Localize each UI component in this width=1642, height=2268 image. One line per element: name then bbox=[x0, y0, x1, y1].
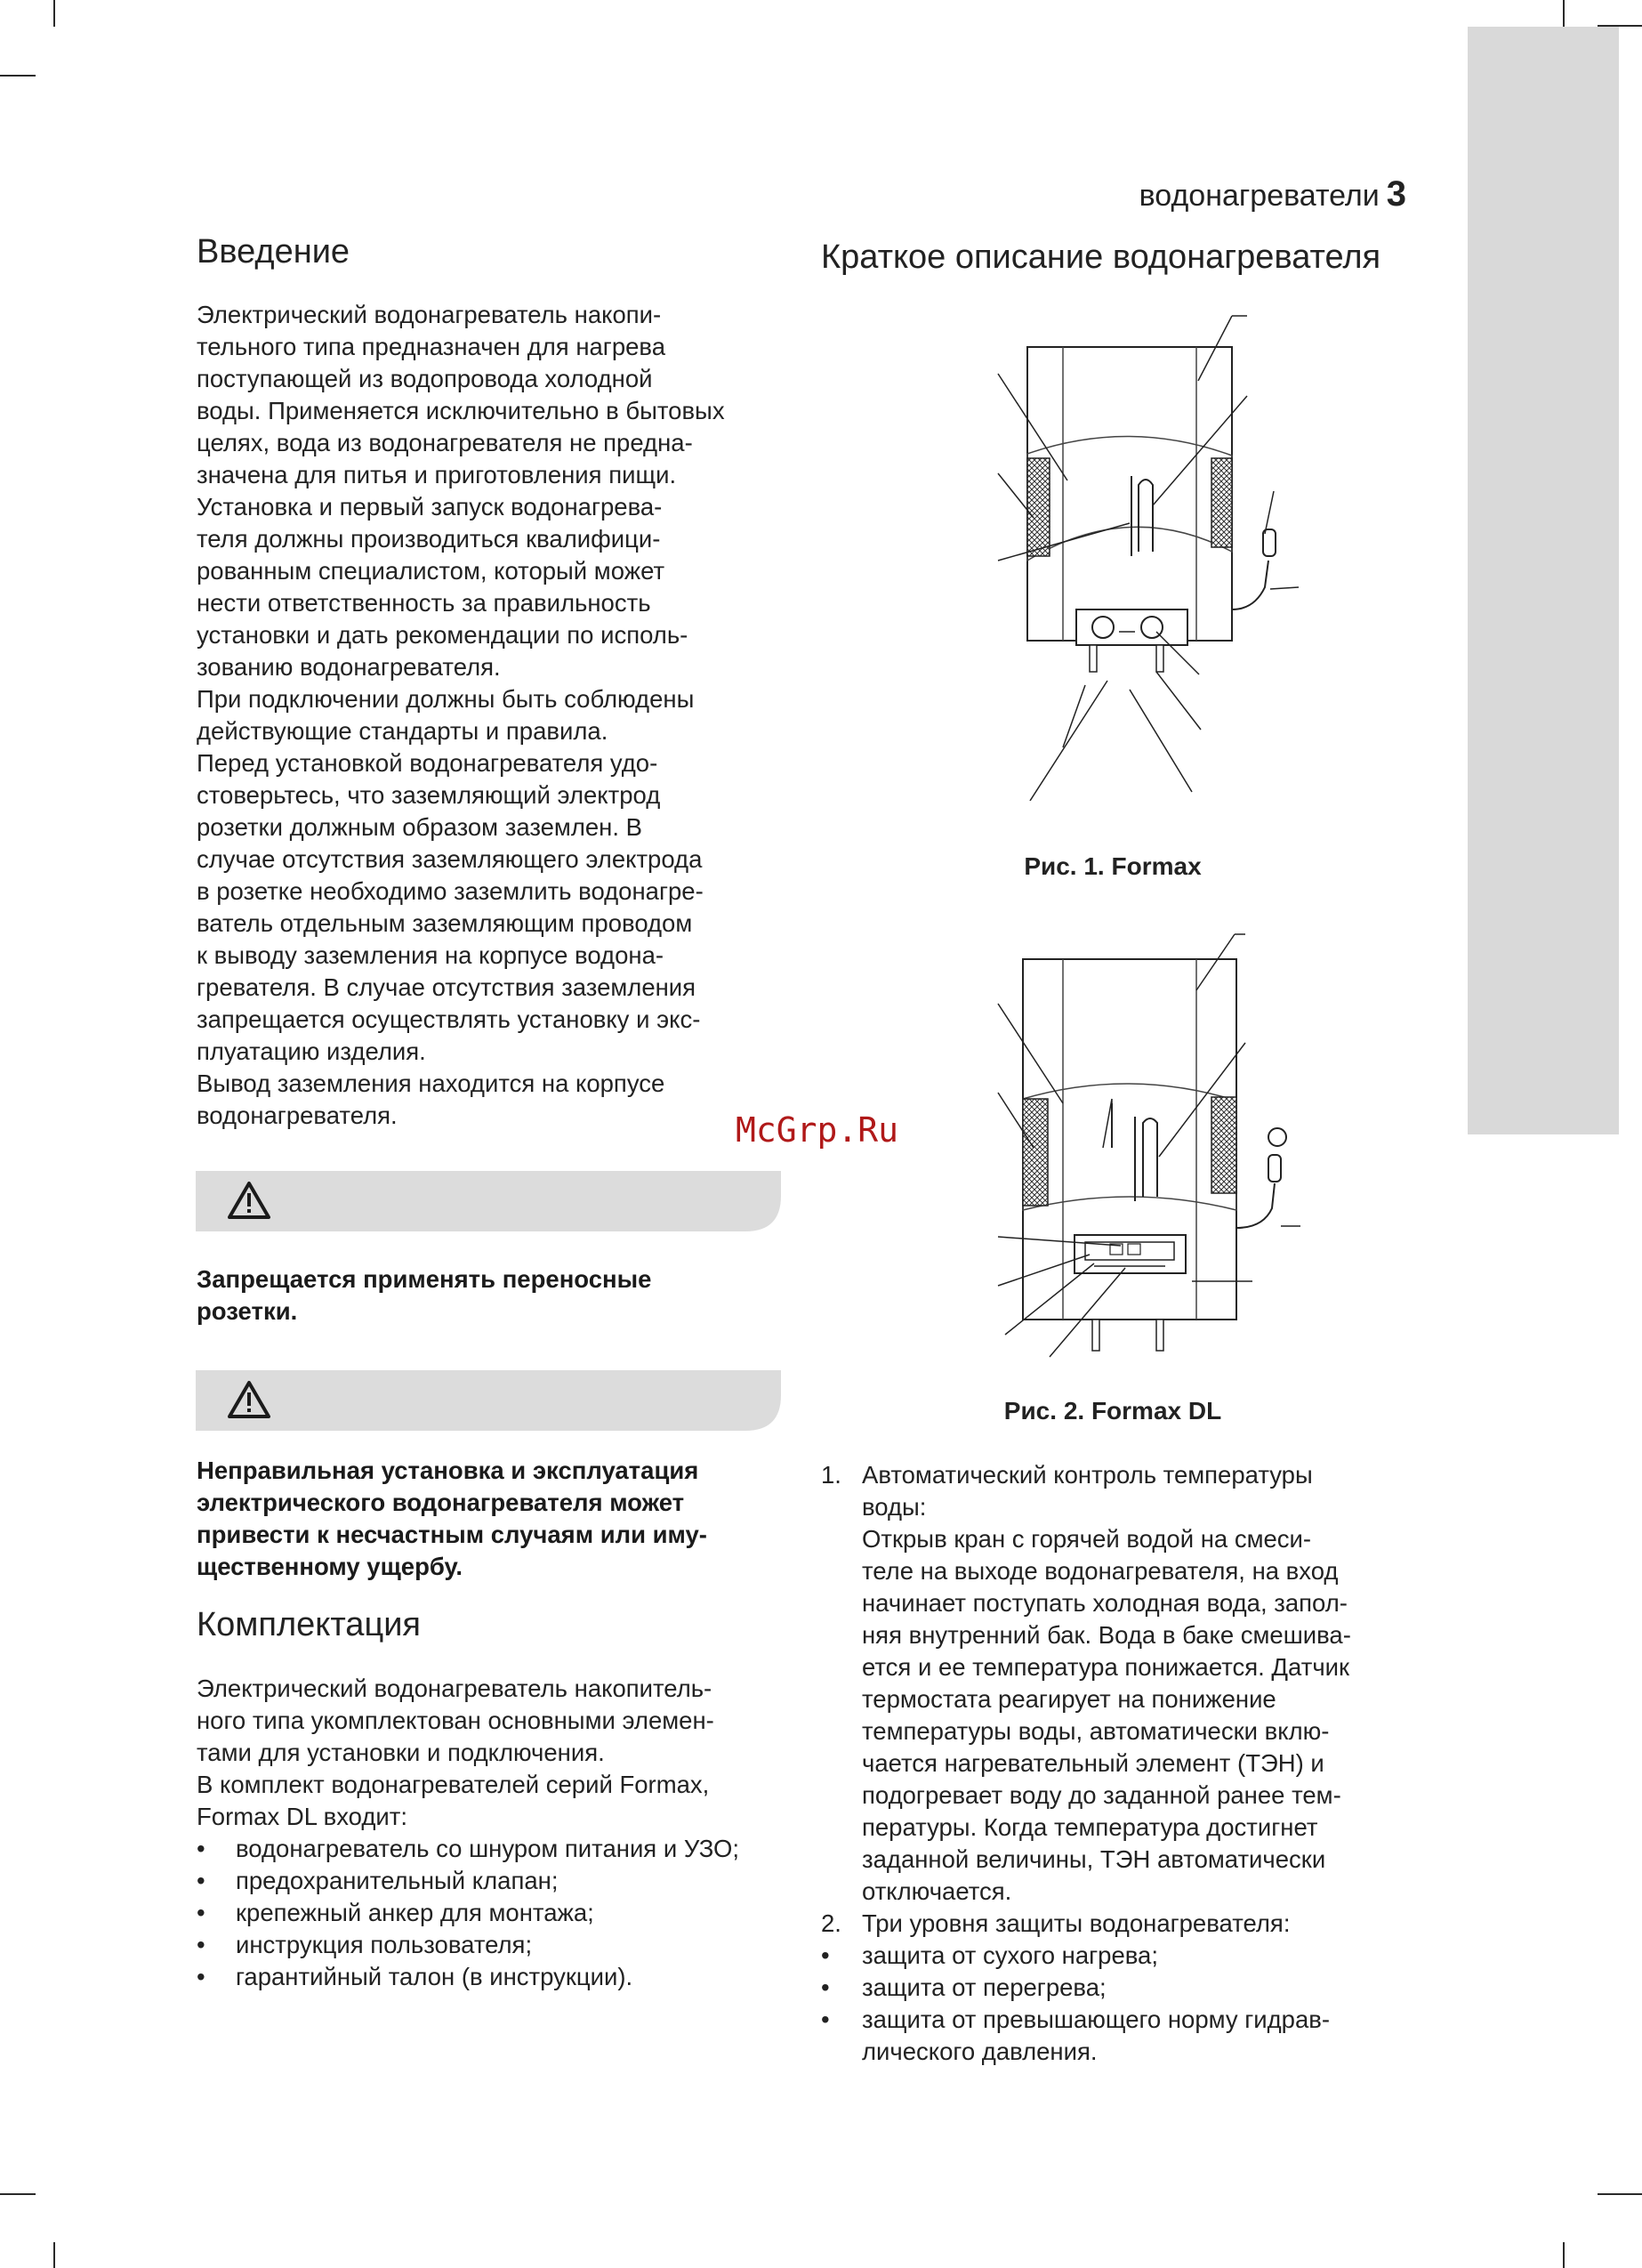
text-line: ного типа укомплектован основными элемен- bbox=[197, 1707, 714, 1734]
text-line: ватель отдельным заземляющим проводом bbox=[197, 909, 693, 937]
text-line: Formax DL входит: bbox=[197, 1803, 407, 1830]
text-line: воды. Применяется исключительно в бытовых bbox=[197, 397, 725, 424]
text-line: розетки. bbox=[197, 1297, 298, 1325]
warning-bar bbox=[196, 1171, 781, 1231]
text-line: стоверьтесь, что заземляющий электрод bbox=[197, 781, 661, 809]
text-line: тами для установки и подключения. bbox=[197, 1739, 605, 1766]
heater-body bbox=[1027, 347, 1232, 641]
warning-bar bbox=[196, 1370, 781, 1431]
text-line: заданной величины, ТЭН автоматически bbox=[862, 1845, 1326, 1873]
text-line: Электрический водонагреватель накопитель- bbox=[197, 1675, 712, 1702]
figure1-caption: Рис. 1. Formax bbox=[1024, 852, 1202, 880]
intro-heading: Введение bbox=[197, 233, 350, 270]
list-item: • защита от превышающего норму гидрав-лического давления. bbox=[821, 2004, 1387, 2068]
list-item: • инструкция пользователя; bbox=[197, 1929, 766, 1961]
text-line: термостата реагирует на понижение bbox=[862, 1685, 1276, 1713]
figure-formax-dl bbox=[978, 925, 1316, 1361]
text-line: теле на выходе водонагревателя, на вход bbox=[862, 1557, 1339, 1585]
text-line: При подключении должны быть соблюдены bbox=[197, 685, 695, 713]
figure-formax bbox=[978, 303, 1316, 801]
list-item: • гарантийный талон (в инструкции). bbox=[197, 1961, 766, 1993]
text-line: поступающей из водопровода холодной bbox=[197, 365, 653, 392]
text-line: Электрический водонагреватель накопи- bbox=[197, 301, 662, 328]
running-head-section: водонагреватели bbox=[1139, 179, 1380, 213]
text-line: чается нагревательный элемент (ТЭН) и bbox=[862, 1749, 1324, 1777]
text-line: воды: bbox=[862, 1493, 927, 1521]
text-line: щественному ущербу. bbox=[197, 1553, 463, 1580]
crop-mark bbox=[53, 2242, 55, 2268]
list-item: • предохранительный клапан; bbox=[197, 1865, 766, 1897]
intro-paragraph bbox=[197, 299, 725, 1132]
text-line: няя внутренний бак. Вода в баке смешива- bbox=[862, 1621, 1351, 1649]
warning-text bbox=[197, 1263, 651, 1328]
text-line: тельного типа предназначен для нагрева bbox=[197, 333, 666, 360]
warning-text bbox=[197, 1455, 707, 1583]
text-line: пературы. Когда температура достигнет bbox=[862, 1813, 1318, 1841]
text-line: установки и дать рекомендации по исполь- bbox=[197, 621, 688, 649]
list-item: • крепежный анкер для монтажа; bbox=[197, 1897, 766, 1929]
chapter-side-tab bbox=[1468, 27, 1619, 1134]
text-line: рованным специалистом, который может bbox=[197, 557, 665, 585]
list-number: 1. bbox=[821, 1461, 841, 1489]
text-line: подогревает воду до заданной ранее тем- bbox=[862, 1781, 1341, 1809]
text-line: привести к несчастным случаям или иму- bbox=[197, 1521, 707, 1548]
text-line: зованию водонагревателя. bbox=[197, 653, 501, 681]
kit-paragraph bbox=[197, 1673, 714, 1833]
kit-heading: Комплектация bbox=[197, 1606, 422, 1643]
features-list bbox=[821, 1459, 1444, 2068]
crop-mark bbox=[53, 0, 55, 27]
crop-mark bbox=[1563, 2242, 1565, 2268]
text-line: температуры воды, автоматически вклю- bbox=[862, 1717, 1330, 1745]
text-line: Открыв кран с горячей водой на смеси- bbox=[862, 1525, 1312, 1553]
running-head bbox=[1139, 174, 1406, 214]
text-line: Перед установкой водонагревателя удо- bbox=[197, 749, 658, 777]
description-heading: Краткое описание водонагревателя bbox=[821, 238, 1381, 276]
figure2-caption: Рис. 2. Formax DL bbox=[1003, 1397, 1222, 1425]
text-line: Запрещается применять переносные bbox=[197, 1265, 652, 1293]
watermark: McGrp.Ru bbox=[736, 1110, 899, 1150]
text-line: В комплект водонагревателей серий Formax, bbox=[197, 1771, 710, 1798]
text-line: теля должны производиться квалифици- bbox=[197, 525, 661, 553]
crop-mark bbox=[0, 75, 36, 77]
list-item: • защита от перегрева; bbox=[821, 1972, 1444, 2004]
kit-list bbox=[197, 1833, 766, 1993]
text-line: действующие стандарты и правила. bbox=[197, 717, 608, 745]
text-line: Три уровня защиты водонагревателя: bbox=[862, 1909, 1291, 1937]
text-line: гревателя. В случае отсутствия заземления bbox=[197, 973, 696, 1001]
text-line: плуатацию изделия. bbox=[197, 1037, 426, 1065]
text-line: нести ответственность за правильность bbox=[197, 589, 651, 617]
text-line: запрещается осуществлять установку и экс- bbox=[197, 1005, 701, 1033]
crop-mark bbox=[1563, 0, 1565, 27]
text-line: к выводу заземления на корпусе водона- bbox=[197, 941, 664, 969]
list-item: • водонагреватель со шнуром питания и УЗО; bbox=[197, 1833, 766, 1865]
text-line: Автоматический контроль температуры bbox=[862, 1461, 1313, 1489]
text-line: Неправильная установка и эксплуатация bbox=[197, 1457, 699, 1484]
text-line: Установка и первый запуск водонагрева- bbox=[197, 493, 663, 521]
text-line: значена для питья и приготовления пищи. bbox=[197, 461, 677, 488]
text-line: начинает поступать холодная вода, запол- bbox=[862, 1589, 1348, 1617]
page-number: 3 bbox=[1386, 174, 1406, 214]
text-line: электрического водонагревателя может bbox=[197, 1489, 685, 1516]
list-item bbox=[821, 1459, 1444, 1908]
list-item: • защита от сухого нагрева; bbox=[821, 1940, 1444, 1972]
crop-mark bbox=[0, 2193, 36, 2195]
list-number: 2. bbox=[821, 1909, 841, 1937]
list-item bbox=[821, 1908, 1444, 1940]
text-line: в розетке необходимо заземлить водонагре- bbox=[197, 877, 704, 905]
text-line: ется и ее температура понижается. Датчик bbox=[862, 1653, 1350, 1681]
text-line: водонагревателя. bbox=[197, 1102, 398, 1129]
text-line: случае отсутствия заземляющего электрода bbox=[197, 845, 703, 873]
crop-mark bbox=[1598, 2193, 1642, 2195]
text-line: отключается. bbox=[862, 1877, 1012, 1905]
text-line: Вывод заземления находится на корпусе bbox=[197, 1069, 665, 1097]
text-line: целях, вода из водонагревателя не предна- bbox=[197, 429, 693, 456]
text-line: розетки должным образом заземлен. В bbox=[197, 813, 642, 841]
